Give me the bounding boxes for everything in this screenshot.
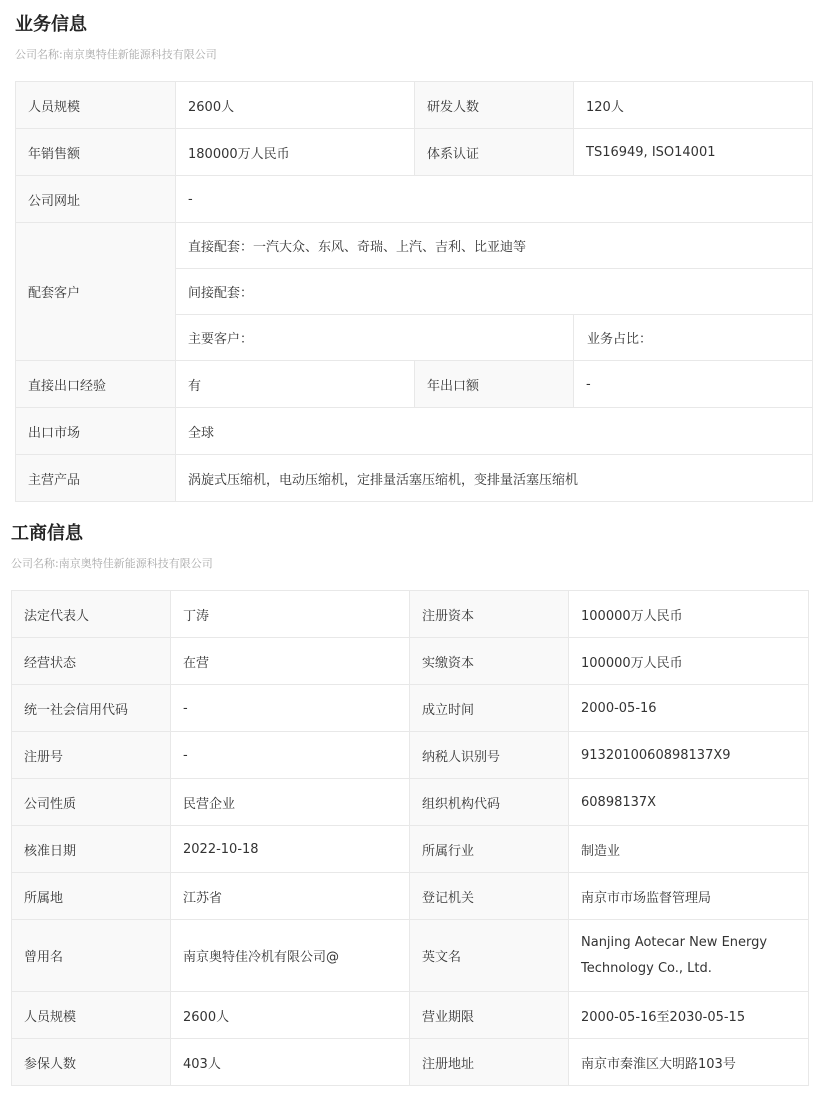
row-value: 南京奥特佳冷机有限公司@ — [171, 920, 410, 992]
registration-info-section — [11, 520, 213, 574]
business-info-table — [15, 81, 813, 502]
table-row — [16, 361, 813, 408]
cert-label: 体系认证 — [415, 129, 574, 176]
main-customers-label: 主要客户： — [188, 332, 254, 347]
row-value: - — [171, 685, 410, 732]
rd-label: 研发人数 — [415, 82, 574, 129]
row-label: 成立时间 — [410, 685, 569, 732]
direct-customers — [176, 223, 813, 269]
customers-label: 配套客户 — [16, 223, 176, 361]
row-value: 100000万人民币 — [569, 638, 809, 685]
row-value: 南京市市场监督管理局 — [569, 873, 809, 920]
row-label: 公司性质 — [12, 779, 171, 826]
row-value: Nanjing Aotecar New Energy Technology Co., Ltd. — [569, 920, 809, 992]
row-value: 民营企业 — [171, 779, 410, 826]
row-value: 2000-05-16 — [569, 685, 809, 732]
row-value: 2000-05-16至2030-05-15 — [569, 992, 809, 1039]
direct-label: 直接配套： — [188, 240, 254, 255]
row-label: 实缴资本 — [410, 638, 569, 685]
table-row — [12, 591, 809, 638]
business-share — [574, 315, 813, 361]
table-row — [12, 732, 809, 779]
table-row — [16, 82, 813, 129]
table-row — [12, 826, 809, 873]
registration-info-table — [11, 590, 809, 1086]
row-label: 英文名 — [410, 920, 569, 992]
row-label: 注册号 — [12, 732, 171, 779]
row-value: 9132010060898137X9 — [569, 732, 809, 779]
row-label: 所属地 — [12, 873, 171, 920]
row-label: 组织机构代码 — [410, 779, 569, 826]
table-row — [16, 176, 813, 223]
export-market-label: 出口市场 — [16, 408, 176, 455]
staff-label: 人员规模 — [16, 82, 176, 129]
website-value: - — [176, 176, 813, 223]
row-value: 江苏省 — [171, 873, 410, 920]
row-value: 2600人 — [171, 992, 410, 1039]
business-info-title: 业务信息 — [15, 14, 87, 35]
row-label: 经营状态 — [12, 638, 171, 685]
row-value: 制造业 — [569, 826, 809, 873]
products-value: 涡旋式压缩机，电动压缩机，定排量活塞压缩机，变排量活塞压缩机 — [176, 455, 813, 502]
staff-value: 2600人 — [176, 82, 415, 129]
table-row — [16, 408, 813, 455]
row-value: 南京市秦淮区大明路103号 — [569, 1039, 809, 1086]
row-label: 营业期限 — [410, 992, 569, 1039]
row-value: 403人 — [171, 1039, 410, 1086]
sales-label: 年销售额 — [16, 129, 176, 176]
table-row — [12, 873, 809, 920]
row-label: 统一社会信用代码 — [12, 685, 171, 732]
export-market-value: 全球 — [176, 408, 813, 455]
business-info-section — [15, 11, 217, 65]
export-exp-label: 直接出口经验 — [16, 361, 176, 408]
products-label: 主营产品 — [16, 455, 176, 502]
row-label: 注册资本 — [410, 591, 569, 638]
row-value: 2022-10-18 — [171, 826, 410, 873]
row-label: 法定代表人 — [12, 591, 171, 638]
table-row — [12, 685, 809, 732]
table-row — [12, 638, 809, 685]
business-share-label: 业务占比： — [587, 332, 653, 347]
export-exp-value: 有 — [176, 361, 415, 408]
table-row — [12, 920, 809, 992]
table-row — [12, 992, 809, 1039]
row-value: 在营 — [171, 638, 410, 685]
row-value: 100000万人民币 — [569, 591, 809, 638]
row-label: 核准日期 — [12, 826, 171, 873]
main-customers — [176, 315, 574, 361]
website-label: 公司网址 — [16, 176, 176, 223]
row-label: 所属行业 — [410, 826, 569, 873]
rd-value: 120人 — [574, 82, 813, 129]
registration-company-name: 公司名称:南京奥特佳新能源科技有限公司 — [11, 557, 213, 570]
cert-value: TS16949, ISO14001 — [574, 129, 813, 176]
row-label: 注册地址 — [410, 1039, 569, 1086]
row-label: 登记机关 — [410, 873, 569, 920]
row-value: 60898137X — [569, 779, 809, 826]
table-row — [16, 129, 813, 176]
row-label: 曾用名 — [12, 920, 171, 992]
row-value: 丁涛 — [171, 591, 410, 638]
export-amount-label: 年出口额 — [415, 361, 574, 408]
row-value: - — [171, 732, 410, 779]
indirect-label: 间接配套： — [188, 286, 254, 301]
registration-info-title: 工商信息 — [11, 523, 83, 544]
direct-value: 一汽大众、东风、奇瑞、上汽、吉利、比亚迪等 — [253, 240, 527, 255]
indirect-customers — [176, 269, 813, 315]
sales-value: 180000万人民币 — [176, 129, 415, 176]
export-amount-value: - — [574, 361, 813, 408]
row-label: 纳税人识别号 — [410, 732, 569, 779]
table-row — [12, 779, 809, 826]
business-company-name: 公司名称:南京奥特佳新能源科技有限公司 — [15, 48, 217, 61]
table-row — [12, 1039, 809, 1086]
row-label: 人员规模 — [12, 992, 171, 1039]
table-row — [16, 223, 813, 269]
table-row — [16, 455, 813, 502]
row-label: 参保人数 — [12, 1039, 171, 1086]
